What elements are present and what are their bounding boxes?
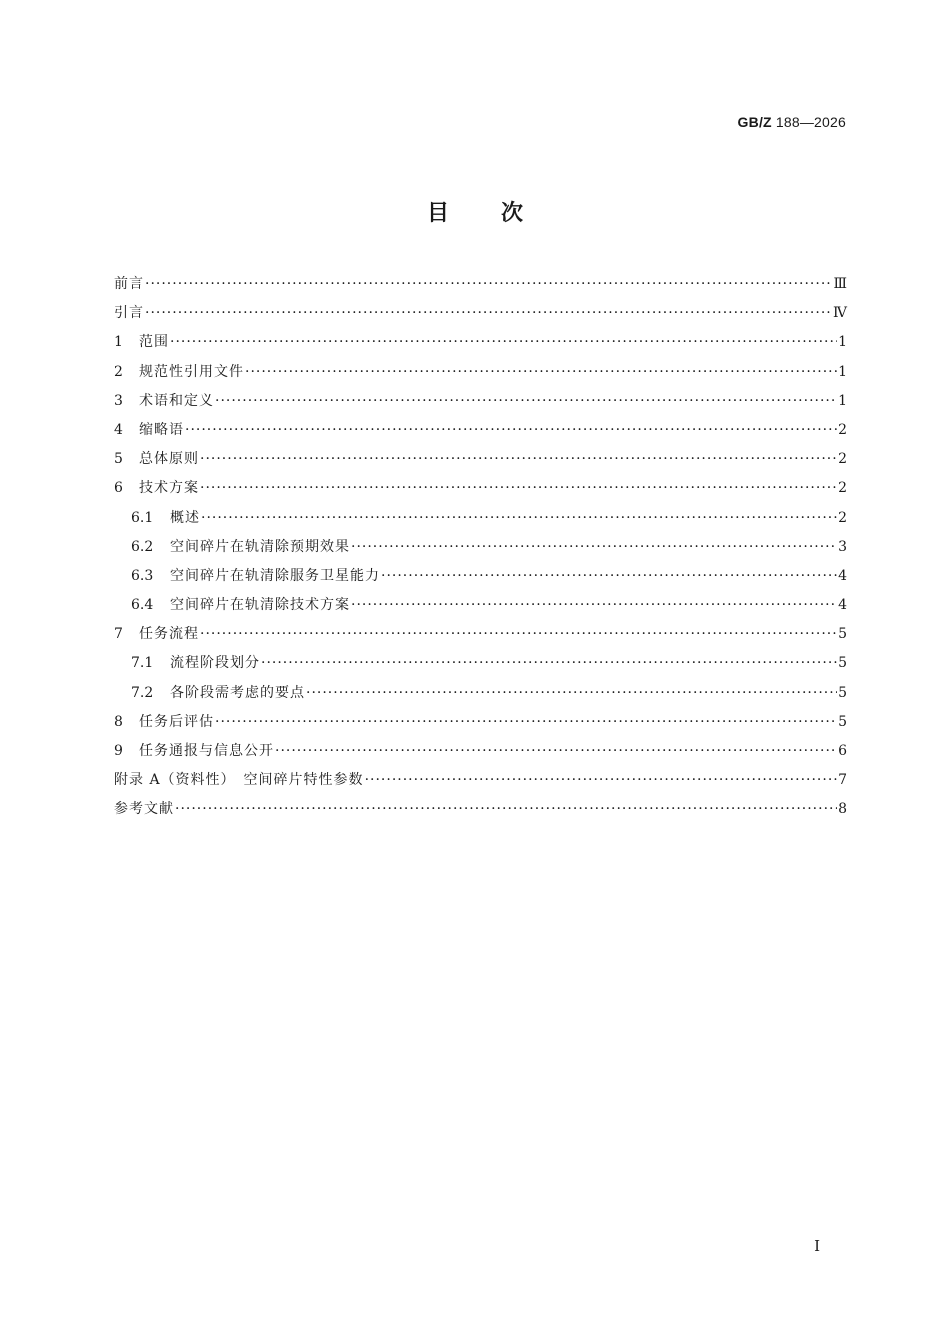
toc-entry-page: 3 [838, 538, 847, 555]
toc-dot-leader [200, 620, 837, 649]
toc-dot-leader [200, 445, 837, 474]
standard-code [738, 114, 846, 130]
toc-entry[interactable] [114, 474, 847, 503]
toc-entry-label: 术语和定义 [139, 392, 214, 409]
toc-entry-label: 任务后评估 [139, 713, 214, 730]
toc-dot-leader [245, 358, 837, 387]
toc-entry-number: 8 [114, 713, 123, 730]
toc-entry-label: 任务流程 [139, 626, 199, 643]
toc-entry[interactable] [114, 533, 847, 562]
toc-entry-page: 5 [838, 655, 847, 672]
toc-entry-number: 7.2 [131, 684, 154, 701]
toc-dot-leader [145, 299, 832, 328]
toc-entry-page: Ⅳ [833, 305, 847, 322]
toc-entry-page: 2 [838, 421, 847, 438]
toc-entry-number: 3 [114, 392, 123, 409]
toc-dot-leader [215, 387, 837, 416]
toc-entry[interactable] [114, 299, 847, 328]
toc-dot-leader [261, 649, 837, 678]
toc-entry[interactable] [114, 328, 847, 357]
toc-dot-leader [351, 591, 837, 620]
toc-entry-page: 5 [838, 626, 847, 643]
standard-prefix: GB/Z [737, 114, 772, 130]
toc-entry-page: 4 [838, 597, 847, 614]
toc-entry-page: 2 [838, 509, 847, 526]
toc-entry-page: 5 [838, 684, 847, 701]
toc-entry-label: 空间碎片在轨清除服务卫星能力 [170, 567, 380, 584]
toc-entry-label: 空间碎片在轨清除技术方案 [170, 597, 350, 614]
toc-entry[interactable] [114, 358, 847, 387]
toc-entry-page: 1 [838, 392, 847, 409]
toc-entry[interactable] [114, 766, 847, 795]
toc-entry-label: 技术方案 [139, 480, 199, 497]
toc-entry[interactable] [114, 649, 847, 678]
toc-entry[interactable] [114, 795, 847, 824]
toc-dot-leader [175, 795, 837, 824]
toc-entry[interactable] [114, 591, 847, 620]
toc-entry-label: 参考文献 [114, 801, 174, 818]
toc-dot-leader [170, 328, 837, 357]
toc-entry-label: 规范性引用文件 [139, 363, 244, 380]
toc-entry-number: 6 [114, 480, 123, 497]
toc-entry-number: 7.1 [131, 655, 154, 672]
toc-entry-label: 各阶段需考虑的要点 [170, 684, 305, 701]
toc-entry-page: 7 [838, 772, 847, 789]
toc-dot-leader [145, 270, 832, 299]
table-of-contents [114, 270, 847, 825]
standard-number: 188—2026 [771, 114, 846, 130]
page-title: 目次 [426, 201, 575, 226]
toc-entry-page: 2 [838, 451, 847, 468]
toc-entry[interactable] [114, 708, 847, 737]
toc-entry[interactable] [114, 416, 847, 445]
toc-entry-label: 任务通报与信息公开 [139, 743, 274, 759]
toc-entry[interactable] [114, 562, 847, 591]
toc-dot-leader [185, 416, 837, 445]
toc-dot-leader [381, 562, 837, 591]
toc-entry-number: 6.4 [131, 597, 154, 614]
toc-entry-label: 空间碎片在轨清除预期效果 [170, 538, 350, 555]
toc-entry[interactable] [114, 620, 847, 649]
toc-dot-leader [351, 533, 837, 562]
toc-entry-page: 8 [838, 801, 847, 818]
toc-entry-number: 1 [114, 334, 123, 351]
toc-dot-leader [275, 737, 837, 766]
toc-entry[interactable] [114, 504, 847, 533]
toc-entry-page: 4 [838, 567, 847, 584]
toc-entry-page: 1 [838, 334, 847, 351]
toc-entry-label: 缩略语 [139, 421, 184, 438]
toc-entry-label: 范围 [139, 334, 169, 351]
toc-entry[interactable] [114, 445, 847, 474]
toc-entry-number: 2 [114, 363, 123, 380]
toc-entry-number: 6.1 [131, 509, 154, 526]
toc-entry-label: 概述 [170, 509, 200, 526]
toc-entry-label: 流程阶段划分 [170, 655, 260, 672]
toc-entry[interactable] [114, 737, 847, 766]
toc-dot-leader [365, 766, 838, 795]
toc-entry-number: 9 [114, 743, 123, 759]
toc-entry-page: 1 [838, 363, 847, 380]
toc-dot-leader [215, 708, 837, 737]
toc-entry-label: 引言 [114, 305, 144, 322]
toc-entry-label: 前言 [114, 276, 144, 292]
toc-entry-page: 5 [838, 713, 847, 730]
toc-entry-number: 7 [114, 626, 123, 643]
toc-dot-leader [306, 679, 837, 708]
toc-entry-number: 5 [114, 451, 123, 468]
toc-entry-number: 4 [114, 421, 123, 438]
toc-dot-leader [201, 504, 837, 533]
toc-entry-page: 6 [838, 743, 847, 759]
toc-entry-number: 6.3 [131, 567, 154, 584]
page-number: Ⅰ [814, 1237, 820, 1255]
toc-entry[interactable] [114, 387, 847, 416]
toc-entry-label: 附录 A（资料性） 空间碎片特性参数 [114, 772, 364, 789]
toc-entry-page: 2 [838, 480, 847, 497]
toc-entry[interactable] [114, 270, 847, 299]
toc-entry-label: 总体原则 [139, 451, 199, 468]
toc-dot-leader [200, 474, 837, 503]
toc-entry-page: Ⅲ [833, 276, 847, 292]
toc-entry[interactable] [114, 679, 847, 708]
toc-entry-number: 6.2 [131, 538, 154, 555]
